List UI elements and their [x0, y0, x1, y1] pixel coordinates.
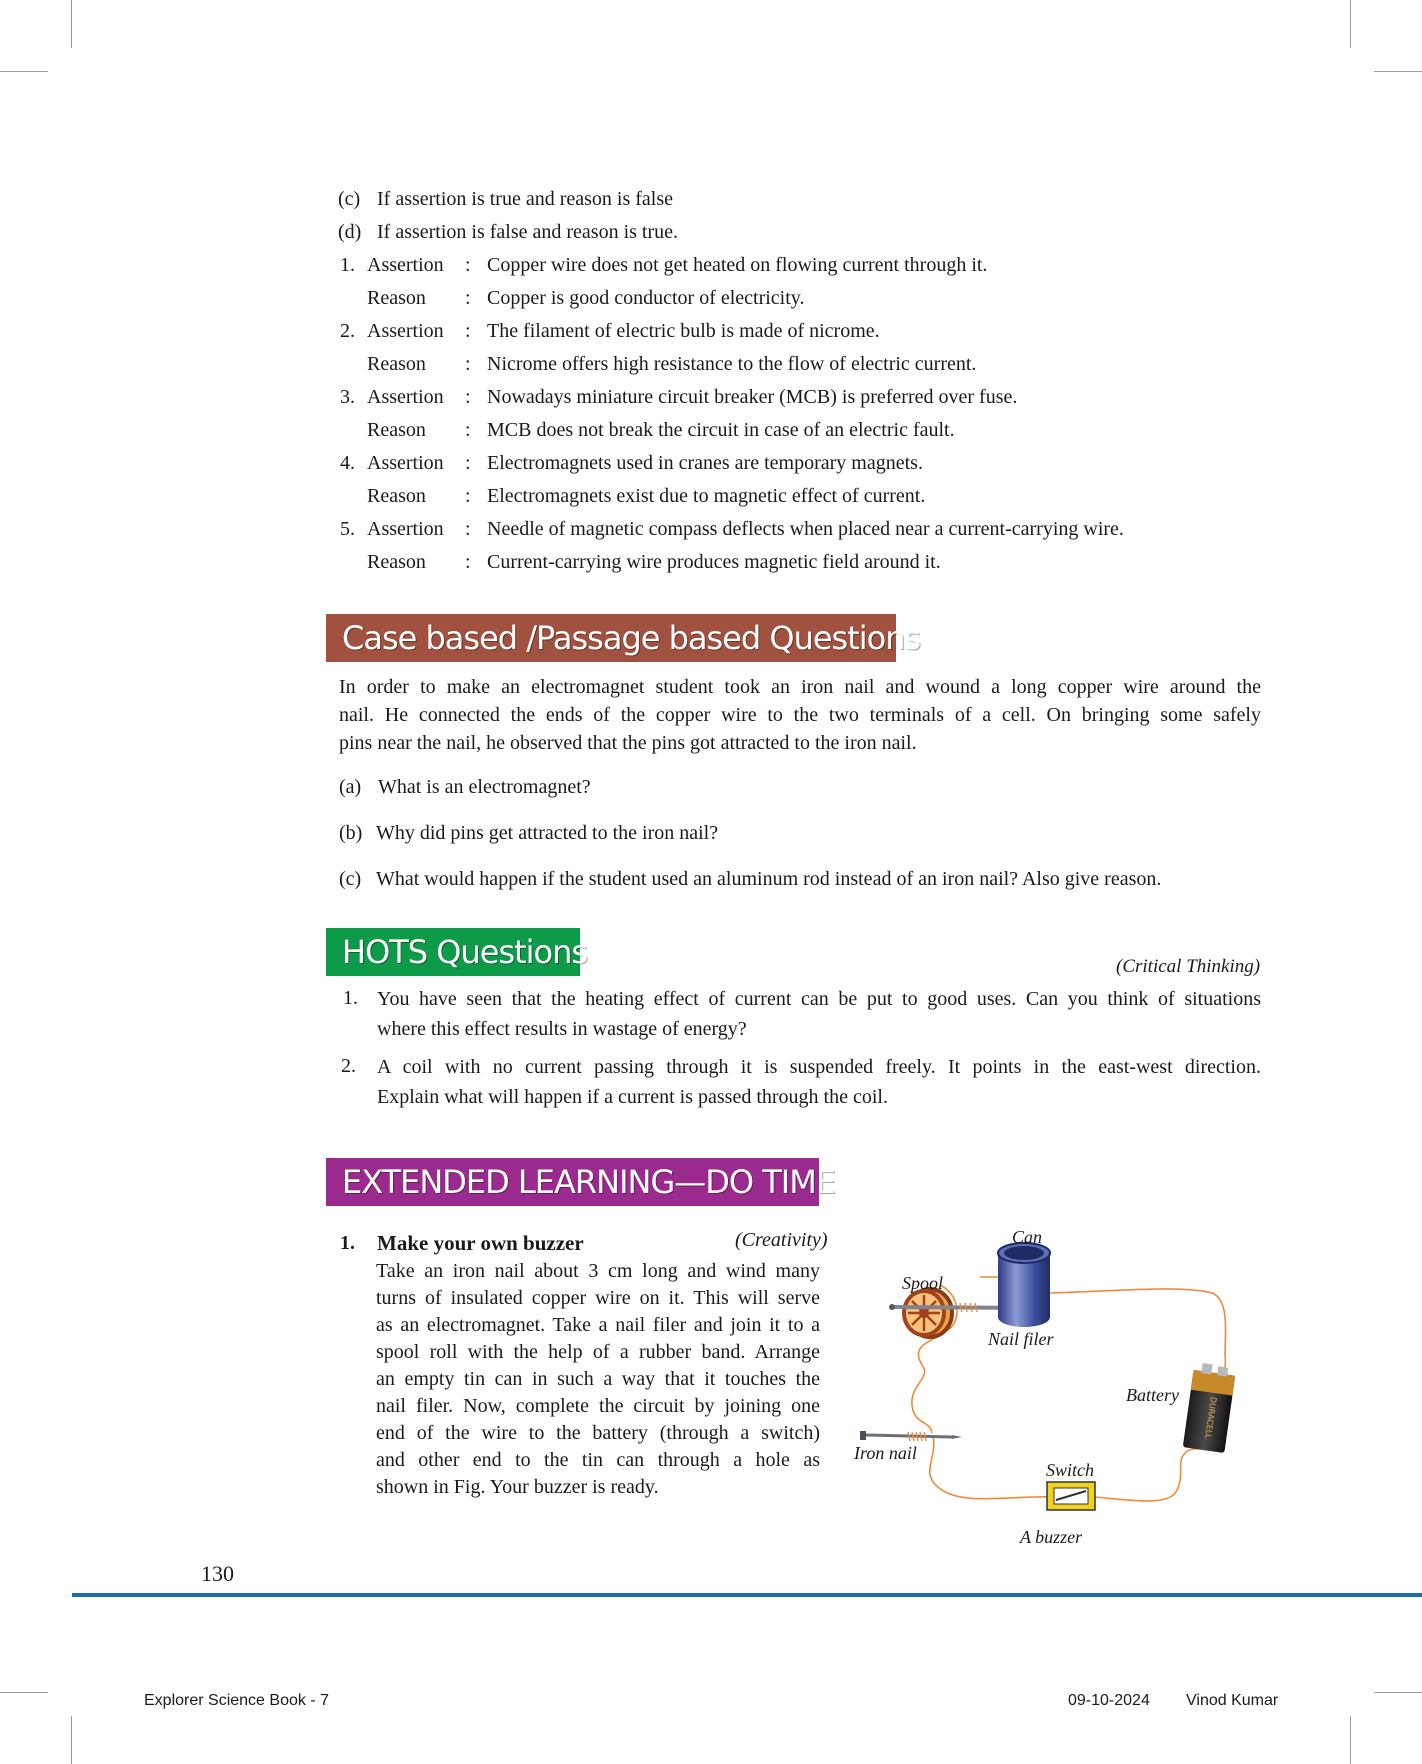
battery-icon	[1183, 1362, 1237, 1453]
reason-text: Nicrome offers high resistance to the flow of electric current.	[487, 353, 977, 375]
colon: :	[465, 551, 471, 573]
footer-date: 09-10-2024	[1068, 1692, 1150, 1709]
assertion-label: Assertion	[367, 320, 444, 342]
label-spool: Spool	[902, 1273, 944, 1293]
item-number: 5.	[340, 518, 355, 540]
can-icon	[998, 1243, 1050, 1327]
extended-learning-heading	[326, 1158, 836, 1206]
question-key: (a)	[339, 776, 362, 798]
label-iron-nail: Iron nail	[854, 1443, 917, 1463]
item-number: 4.	[340, 452, 355, 474]
assertion-text: Needle of magnetic compass deflects when placed near a current-carrying wire.	[487, 518, 1124, 540]
passage-line: nail. He connected the ends of the copper wire to the two terminals of a cell. On bringing some safely	[339, 704, 1261, 726]
option-text: If assertion is true and reason is false	[377, 188, 674, 210]
hots-tag: (Critical Thinking)	[1116, 956, 1261, 977]
activity-number: 1.	[340, 1232, 355, 1254]
activity-line: end of the wire to the battery (through a switch)	[376, 1422, 820, 1444]
footer-book-title: Explorer Science Book - 7	[144, 1692, 329, 1709]
iron-nail-icon	[860, 1431, 962, 1441]
reason-text: MCB does not break the circuit in case of an electric fault.	[487, 419, 955, 441]
reason-text: Electromagnets exist due to magnetic effect of current.	[487, 485, 926, 507]
question-key: (b)	[339, 822, 363, 844]
label-battery: Battery	[1126, 1385, 1179, 1405]
colon: :	[465, 353, 471, 375]
passage-line: pins near the nail, he observed that the pins got attracted to the iron nail.	[339, 732, 917, 754]
crop-mark	[1350, 1716, 1351, 1764]
activity-tag: (Creativity)	[735, 1229, 828, 1251]
option-text: If assertion is false and reason is true.	[377, 221, 679, 243]
activity-line: as an electromagnet. Take a nail filer and join it to a	[376, 1314, 820, 1336]
reason-label: Reason	[367, 353, 426, 375]
colon: :	[465, 320, 471, 342]
case-question-c	[339, 863, 1162, 896]
switch-icon	[1047, 1482, 1095, 1510]
colon: :	[465, 452, 471, 474]
assertion-text: The filament of electric bulb is made of nicrome.	[487, 320, 880, 342]
buzzer-diagram	[840, 1215, 1260, 1555]
question-text: What would happen if the student used an aluminum rod instead of an iron nail? Also give reason.	[376, 868, 1162, 890]
reason-text: Current-carrying wire produces magnetic field around it.	[487, 551, 941, 573]
crop-mark	[1374, 1692, 1422, 1693]
crop-mark	[1350, 0, 1351, 48]
case-question-b	[339, 817, 719, 850]
assertion-text: Electromagnets used in cranes are temporary magnets.	[487, 452, 923, 474]
crop-mark	[0, 71, 48, 72]
reason-label: Reason	[367, 419, 426, 441]
passage-line: In order to make an electromagnet student took an iron nail and wound a long copper wire around the	[339, 676, 1261, 698]
question-line: where this effect results in wastage of energy?	[377, 1018, 747, 1040]
hots-title: HOTS Questions	[342, 933, 588, 971]
colon: :	[465, 485, 471, 507]
item-number: 2.	[340, 320, 355, 342]
question-line: You have seen that the heating effect of current can be put to good uses. Can you think of situations	[377, 988, 1261, 1010]
activity-line: Take an iron nail about 3 cm long and wind many	[376, 1260, 820, 1282]
reason-label: Reason	[367, 485, 426, 507]
buzzer-figure	[840, 1215, 1260, 1555]
question-number: 2.	[341, 1055, 356, 1077]
page-rule	[72, 1593, 1422, 1597]
extended-learning-title: EXTENDED LEARNING—DO TIME	[342, 1163, 836, 1201]
crop-mark	[71, 1716, 72, 1764]
assertion-label: Assertion	[367, 452, 444, 474]
option-key: (c)	[338, 188, 361, 210]
assertion-text: Copper wire does not get heated on flowing current through it.	[487, 254, 988, 276]
spool-icon	[904, 1289, 952, 1337]
crop-mark	[71, 0, 72, 48]
item-number: 3.	[340, 386, 355, 408]
label-switch: Switch	[1046, 1460, 1094, 1480]
label-can: Can	[1012, 1227, 1043, 1247]
colon: :	[465, 419, 471, 441]
activity-line: turns of insulated copper wire on it. This will serve	[376, 1287, 820, 1309]
battery-brand: DURACELL	[1203, 1396, 1219, 1440]
question-line: Explain what will happen if a current is passed through the coil.	[377, 1086, 888, 1108]
option-key: (d)	[338, 221, 362, 243]
colon: :	[465, 518, 471, 540]
activity-line: spool roll with the help of a rubber band. Arrange	[376, 1341, 820, 1363]
colon: :	[465, 287, 471, 309]
reason-label: Reason	[367, 551, 426, 573]
figure-caption: A buzzer	[1020, 1527, 1083, 1547]
reason-label: Reason	[367, 287, 426, 309]
activity-line: nail filer. Now, complete the circuit by joining one	[376, 1395, 820, 1417]
question-text: What is an electromagnet?	[378, 776, 591, 798]
hots-heading	[326, 928, 588, 976]
option-d	[338, 216, 679, 249]
activity-line: and other end to the tin can through a hole as	[376, 1449, 820, 1471]
page-number: 130	[201, 1561, 234, 1586]
activity-line: shown in Fig. Your buzzer is ready.	[376, 1476, 659, 1498]
reason-text: Copper is good conductor of electricity.	[487, 287, 805, 309]
question-text: Why did pins get attracted to the iron nail?	[376, 822, 719, 844]
case-based-heading	[326, 614, 921, 662]
question-key: (c)	[339, 868, 362, 890]
case-based-title: Case based /Passage based Questions	[342, 619, 921, 657]
case-question-a	[339, 771, 591, 804]
activity-line: an empty tin can in such a way that it touches the	[376, 1368, 820, 1390]
footer-author: Vinod Kumar	[1186, 1692, 1279, 1709]
crop-mark	[1374, 71, 1422, 72]
colon: :	[465, 386, 471, 408]
question-line: A coil with no current passing through it is suspended freely. It points in the east-west direction.	[377, 1056, 1261, 1078]
assertion-label: Assertion	[367, 386, 444, 408]
label-nail-filer: Nail filer	[988, 1329, 1054, 1349]
assertion-label: Assertion	[367, 254, 444, 276]
colon: :	[465, 254, 471, 276]
item-number: 1.	[340, 254, 355, 276]
question-number: 1.	[343, 987, 358, 1009]
assertion-label: Assertion	[367, 518, 444, 540]
assertion-text: Nowadays miniature circuit breaker (MCB) is preferred over fuse.	[487, 386, 1018, 408]
activity-title: Make your own buzzer	[377, 1231, 584, 1255]
crop-mark	[0, 1692, 48, 1693]
option-c	[338, 183, 674, 216]
